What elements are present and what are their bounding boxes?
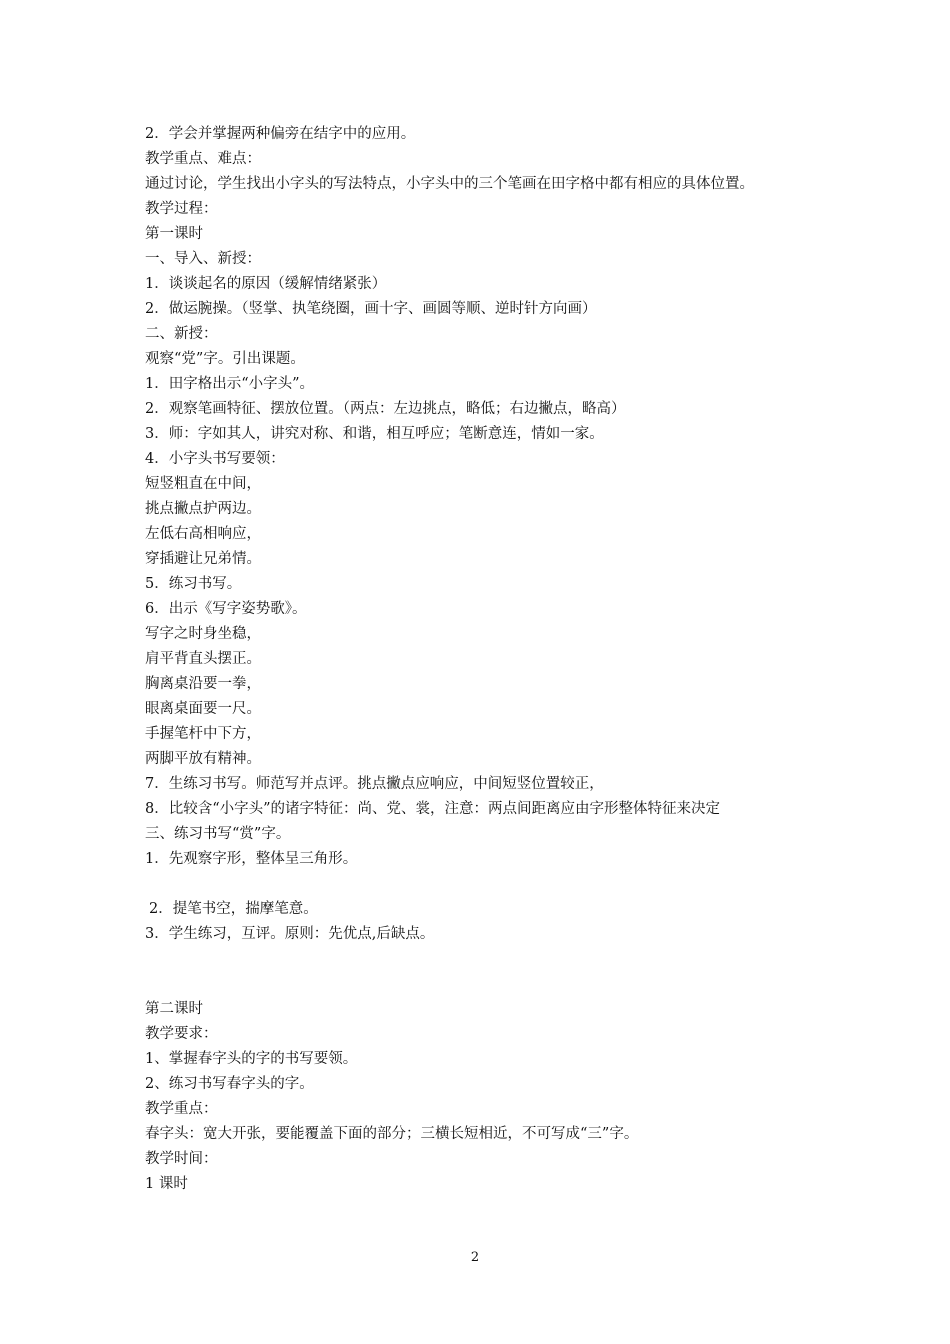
verse-line: 肩平背直头摆正。 bbox=[145, 651, 261, 667]
text-line: 1、掌握春字头的字的书写要领。 bbox=[145, 1051, 358, 1067]
verse-line: 眼离桌面要一尺。 bbox=[145, 701, 261, 717]
text-line: 3．学生练习，互评。原则：先优点,后缺点。 bbox=[145, 926, 435, 942]
text-line: 3．师：字如其人，讲究对称、和谐，相互呼应；笔断意连，情如一家。 bbox=[145, 426, 604, 442]
lesson-heading: 第二课时 bbox=[145, 1001, 203, 1017]
text-line: 2．观察笔画特征、摆放位置。（两点：左边挑点，略低；右边撇点，略高） bbox=[145, 401, 626, 417]
verse-line: 手握笔杆中下方， bbox=[145, 726, 261, 742]
text-line: 1．谈谈起名的原因（缓解情绪紧张） bbox=[145, 276, 387, 292]
text-line: 2．学会并掌握两种偏旁在结字中的应用。 bbox=[145, 126, 416, 142]
text-line: 5．练习书写。 bbox=[145, 576, 242, 592]
blank-lines bbox=[145, 947, 815, 997]
section-heading: 教学过程： bbox=[145, 201, 218, 217]
text-line: 7．生练习书写。师范写并点评。挑点撇点应响应，中间短竖位置较正， bbox=[145, 776, 604, 792]
text-line: 春字头：宽大开张，要能覆盖下面的部分；三横长短相近，不可写成“三”字。 bbox=[145, 1126, 639, 1142]
text-line: 通过讨论，学生找出小字头的写法特点，小字头中的三个笔画在田字格中都有相应的具体位置。 bbox=[145, 176, 754, 192]
section-heading: 教学重点： bbox=[145, 1101, 218, 1117]
text-line: 6．出示《写字姿势歌》。 bbox=[145, 601, 307, 617]
text-line: 8．比较含“小字头”的诸字特征：尚、党、裳，注意：两点间距离应由字形整体特征来决定 bbox=[145, 801, 721, 817]
text-line: 1 课时 bbox=[145, 1176, 188, 1192]
text-line: 观察“党”字。引出课题。 bbox=[145, 351, 305, 367]
section-heading: 一、导入、新授： bbox=[145, 251, 261, 267]
text-line: 2．做运腕操。（竖掌、执笔绕圈，画十字、画圆等顺、逆时针方向画） bbox=[145, 301, 597, 317]
verse-line: 胸离桌沿要一拳， bbox=[145, 676, 261, 692]
text-line: 1．田字格出示“小字头”。 bbox=[145, 376, 315, 392]
section-heading: 教学时间： bbox=[145, 1151, 218, 1167]
text-line: 1．先观察字形，整体呈三角形。 bbox=[145, 851, 358, 867]
verse-line: 穿插避让兄弟情。 bbox=[145, 551, 261, 567]
section-heading: 教学重点、难点： bbox=[145, 151, 261, 167]
lesson-heading: 第一课时 bbox=[145, 226, 203, 242]
section-heading: 教学要求： bbox=[145, 1026, 218, 1042]
verse-line: 写字之时身坐稳， bbox=[145, 626, 261, 642]
verse-line: 左低右高相响应， bbox=[145, 526, 261, 542]
page-number: 2 bbox=[470, 1250, 480, 1265]
blank-line bbox=[145, 872, 815, 897]
document-body bbox=[145, 122, 815, 1197]
text-line: 2、练习书写春字头的字。 bbox=[145, 1076, 314, 1092]
section-heading: 二、新授： bbox=[145, 326, 218, 342]
section-heading: 三、练习书写“赏”字。 bbox=[145, 826, 291, 842]
verse-line: 短竖粗直在中间， bbox=[145, 476, 261, 492]
text-line: 2．提笔书空，揣摩笔意。 bbox=[149, 901, 318, 917]
verse-line: 两脚平放有精神。 bbox=[145, 751, 261, 767]
text-line: 4．小字头书写要领： bbox=[145, 451, 285, 467]
verse-line: 挑点撇点护两边。 bbox=[145, 501, 261, 517]
